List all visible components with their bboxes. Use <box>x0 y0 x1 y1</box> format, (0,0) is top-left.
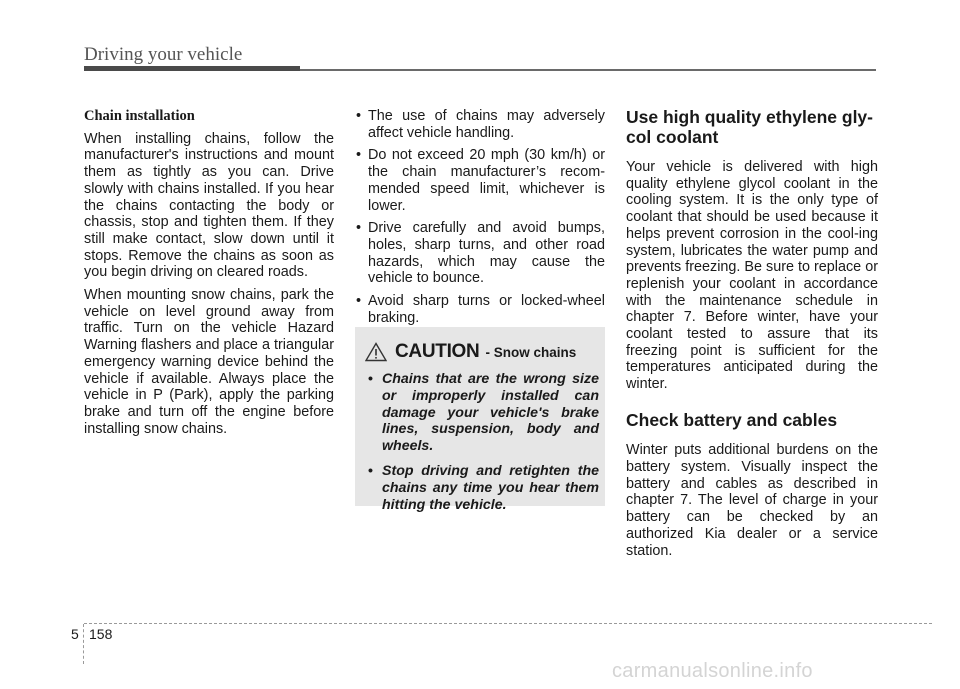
chain-tips-list <box>355 108 605 326</box>
column-maintenance <box>626 108 878 565</box>
battery-paragraph: Winter puts additional burdens on the battery system. Visually inspect the battery and cables as described in chapter 7. The level of charge in your battery can be checked by an authorized Kia dealer or a service station. <box>626 442 878 559</box>
battery-heading: Check battery and cables <box>626 409 838 430</box>
chain-installation-paragraph-2: When mounting snow chains, park the vehicle on level ground away from traffic. Turn on the vehicle Hazard Warning flashers and place a triangular emergency warning device behind the vehicle if available. Always place the vehicle in P (Park), apply the parking brake and turn off the engine before installing snow chains. <box>84 287 334 437</box>
header-title: Driving your vehicle <box>84 44 243 65</box>
caution-header <box>365 341 599 363</box>
warning-triangle-icon <box>365 342 387 362</box>
caution-list <box>365 371 599 513</box>
coolant-heading: Use high quality ethylene gly-col coolant <box>626 107 873 147</box>
chain-installation-paragraph-1: When installing chains, follow the manufacturer's instructions and mount them as tightly as you can. Drive slowly with chains installed. If you hear the chains contacting the body or chassis, stop and tighten them. If they still make contact, slow down until it stops. Remove the chains as soon as you begin driving on cleared roads. <box>84 130 334 281</box>
list-item: • Drive carefully and avoid bumps, holes, sharp turns, and other road hazards, which may cause the vehicle to bounce. <box>355 220 605 287</box>
chain-installation-heading: Chain installation <box>84 108 195 124</box>
footer-rule <box>84 623 932 624</box>
list-item: • Avoid sharp turns or locked-wheel braking. <box>355 293 605 326</box>
caution-item: • Chains that are the wrong size or improperly installed can damage your vehicle's brake lines, suspension, body and wheels. <box>365 371 599 455</box>
caution-box <box>355 327 605 513</box>
column-chain-installation <box>84 108 334 443</box>
list-item: • Do not exceed 20 mph (30 km/h) or the chain manufacturer’s recom-mended speed limit, whichever is lower. <box>355 147 605 214</box>
caution-item: • Stop driving and retighten the chains any time you hear them hitting the vehicle. <box>365 463 599 513</box>
coolant-paragraph: Your vehicle is delivered with high quality ethylene glycol coolant in the cooling system. It is the only type of coolant that should be used because it helps prevent corrosion in the cool-ing system, lubricates the water pump and prevents freezing. Be sure to replace or replenish your coolant in accordance with the maintenance schedule in chapter 7. Before winter, have your coolant tested to assure that its freezing point is sufficient for the temperatures anticipated during the winter. <box>626 159 878 393</box>
column-chain-tips <box>355 108 605 332</box>
chapter-number: 5 <box>71 626 79 642</box>
watermark: carmanualsonline.info <box>612 660 813 682</box>
caution-subtitle: - Snow chains <box>485 344 577 360</box>
header-rule <box>300 69 876 71</box>
footer-divider <box>83 624 84 664</box>
page-number: 158 <box>89 626 113 642</box>
list-item: • The use of chains may adversely affect vehicle handling. <box>355 108 605 141</box>
header-bar <box>84 66 300 71</box>
caution-label: CAUTION <box>395 341 480 362</box>
